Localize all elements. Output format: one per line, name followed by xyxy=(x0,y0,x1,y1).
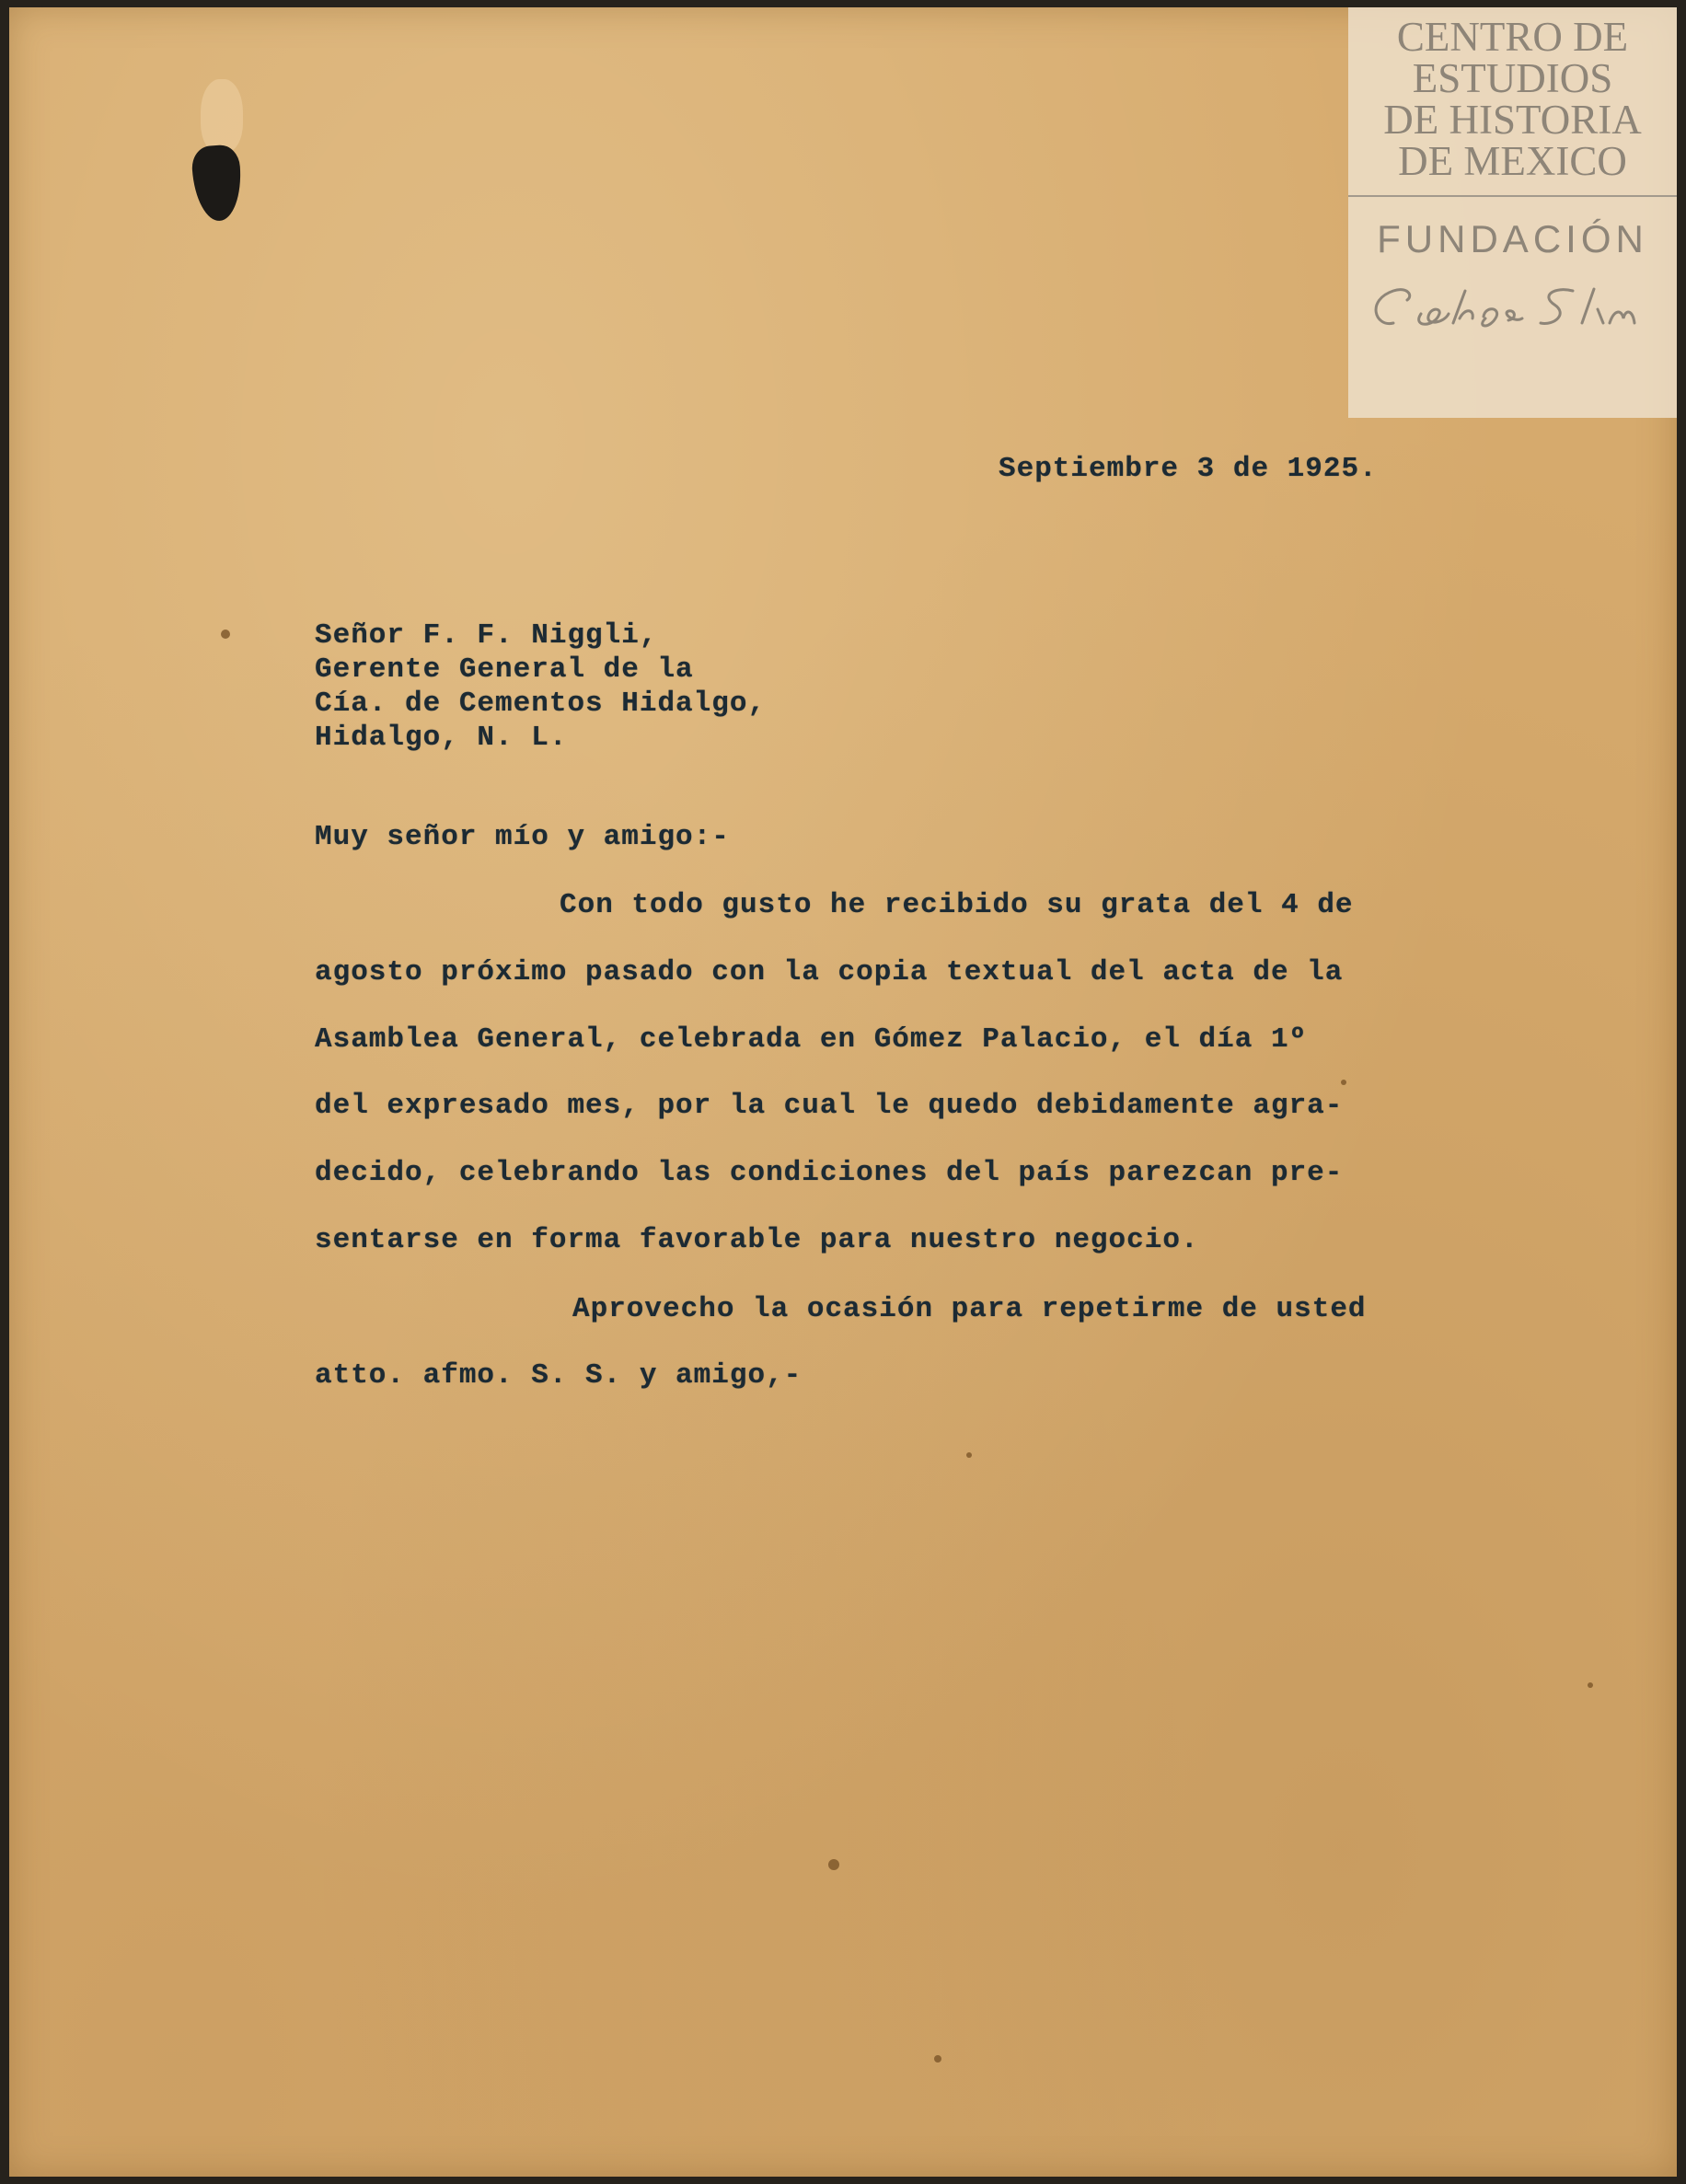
body-line: Asamblea General, celebrada en Gómez Palacio, el día 1º xyxy=(315,1023,1308,1056)
watermark-foundation: FUNDACIÓN xyxy=(1377,217,1648,260)
paper-speck xyxy=(221,630,230,639)
watermark-line: DE MEXICO xyxy=(1398,138,1627,184)
watermark-line: DE HISTORIA xyxy=(1383,97,1642,143)
archive-watermark xyxy=(1348,7,1677,418)
recipient-line: Gerente General de la xyxy=(315,653,694,686)
letter-salutation: Muy señor mío y amigo:- xyxy=(315,821,730,853)
signature-logo xyxy=(1348,272,1677,346)
recipient-line: Cía. de Cementos Hidalgo, xyxy=(315,688,767,720)
body-line: del expresado mes, por la cual le quedo debidamente agra- xyxy=(315,1090,1344,1122)
letter-date: Septiembre 3 de 1925. xyxy=(999,453,1378,485)
watermark-line: ESTUDIOS xyxy=(1412,55,1613,101)
closing-line: atto. afmo. S. S. y amigo,- xyxy=(315,1359,803,1392)
recipient-line: Hidalgo, N. L. xyxy=(315,722,568,754)
paper-speck xyxy=(1341,1080,1346,1085)
body-line: sentarse en forma favorable para nuestro negocio. xyxy=(315,1224,1199,1256)
paper-tear xyxy=(201,79,243,153)
punch-hole xyxy=(191,144,244,222)
body-line: Con todo gusto he recibido su grata del 4 de xyxy=(560,889,1354,921)
body-line: agosto próximo pasado con la copia textual del acta de la xyxy=(315,956,1344,988)
closing-line: Aprovecho la ocasión para repetirme de usted xyxy=(572,1293,1367,1325)
paper-speck xyxy=(828,1859,839,1870)
paper-speck xyxy=(934,2055,941,2063)
paper-speck xyxy=(966,1452,972,1458)
watermark-line: CENTRO DE xyxy=(1396,14,1629,60)
watermark-divider xyxy=(1348,195,1677,197)
recipient-line: Señor F. F. Niggli, xyxy=(315,619,658,652)
paper-speck xyxy=(1588,1682,1593,1688)
body-line: decido, celebrando las condiciones del país parezcan pre- xyxy=(315,1157,1344,1189)
